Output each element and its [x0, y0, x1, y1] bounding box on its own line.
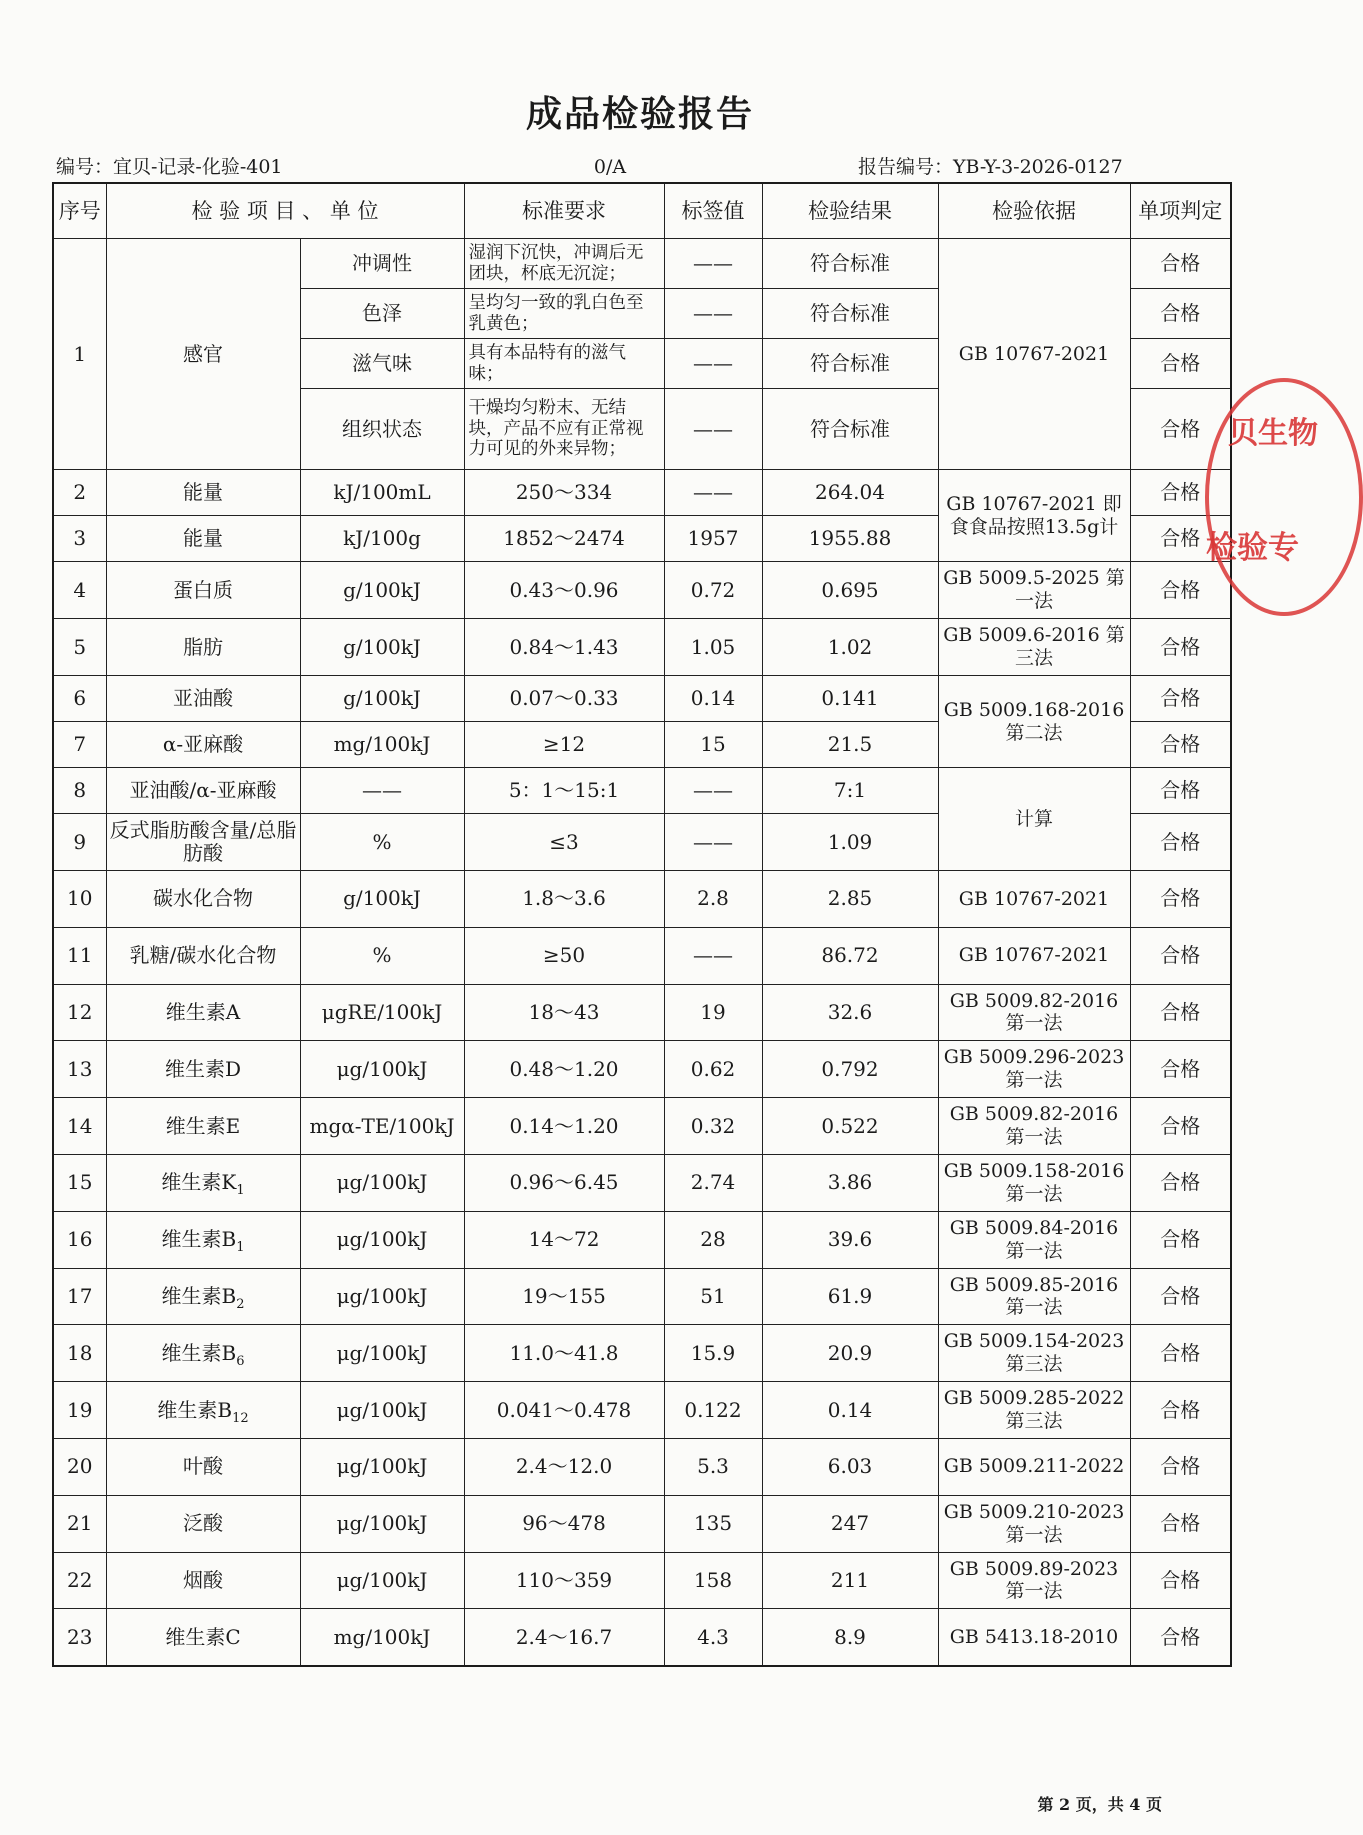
label-value: 51 [664, 1268, 762, 1325]
result: 7:1 [762, 768, 938, 814]
item-name: 亚油酸 [106, 676, 300, 722]
judgment: 合格 [1130, 1382, 1231, 1439]
table-row [53, 927, 1231, 984]
requirement: 250～334 [464, 470, 664, 516]
judgment: 合格 [1130, 1211, 1231, 1268]
judgment: 合格 [1130, 1098, 1231, 1155]
result: 0.141 [762, 676, 938, 722]
table-row [53, 1268, 1231, 1325]
judgment: 合格 [1130, 814, 1231, 871]
unit: mg/100kJ [300, 722, 464, 768]
unit: μg/100kJ [300, 1552, 464, 1609]
inspection-table [52, 182, 1232, 1667]
report-title: 成品检验报告 [525, 94, 754, 135]
result: 1.02 [762, 619, 938, 676]
table-row [53, 768, 1231, 814]
row-number: 17 [53, 1268, 106, 1325]
row-number: 15 [53, 1154, 106, 1211]
judgment: 合格 [1130, 562, 1231, 619]
result: 3.86 [762, 1154, 938, 1211]
result: 6.03 [762, 1438, 938, 1495]
row-number: 16 [53, 1211, 106, 1268]
unit: μg/100kJ [300, 1325, 464, 1382]
row-number: 3 [53, 516, 106, 562]
requirement: 具有本品特有的滋气味； [464, 339, 664, 389]
requirement: 2.4～12.0 [464, 1438, 664, 1495]
basis: GB 5009.84-2016 第一法 [938, 1211, 1130, 1268]
basis: GB 5009.6-2016 第三法 [938, 619, 1130, 676]
item-name: 亚油酸/α-亚麻酸 [106, 768, 300, 814]
item-subscript: 6 [236, 1353, 245, 1369]
table-row [53, 1211, 1231, 1268]
unit: mgα-TE/100kJ [300, 1098, 464, 1155]
item-subscript: 12 [232, 1410, 249, 1426]
judgment: 合格 [1130, 984, 1231, 1041]
result: 61.9 [762, 1268, 938, 1325]
sub-item: 滋气味 [300, 339, 464, 389]
requirement: 湿润下沉快，冲调后无团块，杯底无沉淀； [464, 239, 664, 289]
document-number: 编号：宜贝-记录-化验-401 [56, 156, 283, 178]
item-name-text: 维生素B [161, 1283, 237, 1308]
requirement: 18～43 [464, 984, 664, 1041]
requirement: 1.8～3.6 [464, 871, 664, 928]
unit: g/100kJ [300, 871, 464, 928]
col-header-no: 序号 [53, 183, 106, 239]
requirement: ≥50 [464, 927, 664, 984]
table-row [53, 1382, 1231, 1439]
table-row [53, 984, 1231, 1041]
judgment: 合格 [1130, 470, 1231, 516]
unit: % [300, 927, 464, 984]
judgment: 合格 [1130, 1495, 1231, 1552]
judgment: 合格 [1130, 1325, 1231, 1382]
basis: GB 10767-2021 即食食品按照13.5g计 [938, 470, 1130, 562]
judgment: 合格 [1130, 1552, 1231, 1609]
row-number: 21 [53, 1495, 106, 1552]
seal-text-mid: 检验专 [1206, 530, 1299, 566]
label-value: 1957 [664, 516, 762, 562]
unit: —— [300, 768, 464, 814]
table-row [53, 1609, 1231, 1666]
table-row [53, 1098, 1231, 1155]
basis: GB 5009.285-2022 第三法 [938, 1382, 1130, 1439]
row-number: 7 [53, 722, 106, 768]
sub-item: 色泽 [300, 289, 464, 339]
item-name-text: 维生素K [161, 1170, 237, 1195]
row-number: 13 [53, 1041, 106, 1098]
col-header-item-unit: 检 验 项 目 、 单 位 [106, 183, 464, 239]
label-value: —— [664, 339, 762, 389]
unit: μg/100kJ [300, 1154, 464, 1211]
item-name: 泛酸 [106, 1495, 300, 1552]
label-value: 2.8 [664, 871, 762, 928]
requirement: 0.041～0.478 [464, 1382, 664, 1439]
label-value: 135 [664, 1495, 762, 1552]
judgment: 合格 [1130, 619, 1231, 676]
table-row [53, 239, 1231, 289]
unit: μg/100kJ [300, 1041, 464, 1098]
judgment: 合格 [1130, 676, 1231, 722]
result: 0.14 [762, 1382, 938, 1439]
table-row [53, 1438, 1231, 1495]
item-name: 烟酸 [106, 1552, 300, 1609]
table-row [53, 562, 1231, 619]
table-row [53, 470, 1231, 516]
result: 符合标准 [762, 389, 938, 470]
seal-text-top: 贝生物 [1228, 416, 1318, 451]
table-row [53, 1154, 1231, 1211]
item-name: 脂肪 [106, 619, 300, 676]
col-header-judgment: 单项判定 [1130, 183, 1231, 239]
row-number: 12 [53, 984, 106, 1041]
label-value: —— [664, 814, 762, 871]
requirement: 0.84～1.43 [464, 619, 664, 676]
col-header-requirement: 标准要求 [464, 183, 664, 239]
requirement: 19～155 [464, 1268, 664, 1325]
row-number: 11 [53, 927, 106, 984]
requirement: 0.48～1.20 [464, 1041, 664, 1098]
item-name: α-亚麻酸 [106, 722, 300, 768]
requirement: 0.14～1.20 [464, 1098, 664, 1155]
result: 1.09 [762, 814, 938, 871]
label-value: 19 [664, 984, 762, 1041]
result: 0.695 [762, 562, 938, 619]
requirement: 0.96～6.45 [464, 1154, 664, 1211]
unit: μg/100kJ [300, 1438, 464, 1495]
basis: GB 5413.18-2010 [938, 1609, 1130, 1666]
unit: μg/100kJ [300, 1382, 464, 1439]
table-row [53, 1552, 1231, 1609]
judgment: 合格 [1130, 516, 1231, 562]
table-body-rest [53, 871, 1231, 1666]
result: 247 [762, 1495, 938, 1552]
result: 符合标准 [762, 289, 938, 339]
item-group: 感官 [106, 239, 300, 470]
label-value: 0.32 [664, 1098, 762, 1155]
item-name: 能量 [106, 470, 300, 516]
label-value: —— [664, 289, 762, 339]
judgment: 合格 [1130, 871, 1231, 928]
judgment: 合格 [1130, 722, 1231, 768]
label-value: 1.05 [664, 619, 762, 676]
requirement: 5：1～15:1 [464, 768, 664, 814]
judgment: 合格 [1130, 239, 1231, 289]
unit: g/100kJ [300, 562, 464, 619]
item-name: 维生素A [106, 984, 300, 1041]
item-name: 维生素D [106, 1041, 300, 1098]
requirement: 干燥均匀粉末、无结块，产品不应有正常视力可见的外来异物； [464, 389, 664, 470]
result: 86.72 [762, 927, 938, 984]
label-value: —— [664, 470, 762, 516]
result: 211 [762, 1552, 938, 1609]
row-number: 23 [53, 1609, 106, 1666]
item-name: 维生素C [106, 1609, 300, 1666]
requirement: 110～359 [464, 1552, 664, 1609]
result: 21.5 [762, 722, 938, 768]
label-value: 28 [664, 1211, 762, 1268]
row-number: 20 [53, 1438, 106, 1495]
table-row [53, 1041, 1231, 1098]
judgment: 合格 [1130, 768, 1231, 814]
unit: μg/100kJ [300, 1268, 464, 1325]
label-value: 0.72 [664, 562, 762, 619]
result: 符合标准 [762, 239, 938, 289]
basis: GB 5009.85-2016 第一法 [938, 1268, 1130, 1325]
item-name-text: 维生素B [157, 1397, 233, 1422]
row-number: 18 [53, 1325, 106, 1382]
result: 8.9 [762, 1609, 938, 1666]
requirement: 1852～2474 [464, 516, 664, 562]
basis: GB 5009.89-2023 第一法 [938, 1552, 1130, 1609]
unit: μg/100kJ [300, 1495, 464, 1552]
requirement: ≥12 [464, 722, 664, 768]
basis: GB 5009.296-2023 第一法 [938, 1041, 1130, 1098]
basis: GB 5009.82-2016 第一法 [938, 984, 1130, 1041]
item-name: 维生素E [106, 1098, 300, 1155]
basis: GB 10767-2021 [938, 239, 1130, 470]
unit: % [300, 814, 464, 871]
requirement: 呈均匀一致的乳白色至乳黄色； [464, 289, 664, 339]
item-name: 碳水化合物 [106, 871, 300, 928]
table-row [53, 871, 1231, 928]
row-number: 10 [53, 871, 106, 928]
label-value: 5.3 [664, 1438, 762, 1495]
requirement: 0.43～0.96 [464, 562, 664, 619]
label-value: 0.14 [664, 676, 762, 722]
label-value: 158 [664, 1552, 762, 1609]
judgment: 合格 [1130, 389, 1231, 470]
label-value: —— [664, 389, 762, 470]
item-name: 反式脂肪酸含量/总脂肪酸 [106, 814, 300, 871]
unit: μgRE/100kJ [300, 984, 464, 1041]
table-row [53, 1325, 1231, 1382]
judgment: 合格 [1130, 927, 1231, 984]
row-number: 8 [53, 768, 106, 814]
basis: GB 5009.82-2016 第一法 [938, 1098, 1130, 1155]
result: 符合标准 [762, 339, 938, 389]
item-name-text: 维生素B [161, 1340, 237, 1365]
label-value: —— [664, 768, 762, 814]
result: 2.85 [762, 871, 938, 928]
basis: GB 10767-2021 [938, 871, 1130, 928]
judgment: 合格 [1130, 1438, 1231, 1495]
result: 32.6 [762, 984, 938, 1041]
row-number: 4 [53, 562, 106, 619]
table-row [53, 619, 1231, 676]
label-value: 0.62 [664, 1041, 762, 1098]
requirement: 96～478 [464, 1495, 664, 1552]
row-number: 19 [53, 1382, 106, 1439]
label-value: —— [664, 239, 762, 289]
label-value: 4.3 [664, 1609, 762, 1666]
requirement: 11.0～41.8 [464, 1325, 664, 1382]
item-name: 能量 [106, 516, 300, 562]
basis: GB 5009.211-2022 [938, 1438, 1130, 1495]
judgment: 合格 [1130, 1268, 1231, 1325]
unit: g/100kJ [300, 619, 464, 676]
row-number: 9 [53, 814, 106, 871]
result: 264.04 [762, 470, 938, 516]
basis: GB 5009.168-2016 第二法 [938, 676, 1130, 768]
row-number: 22 [53, 1552, 106, 1609]
item-name [106, 1382, 300, 1439]
item-subscript: 1 [236, 1240, 245, 1256]
unit: kJ/100mL [300, 470, 464, 516]
item-name: 蛋白质 [106, 562, 300, 619]
label-value: 2.74 [664, 1154, 762, 1211]
unit: μg/100kJ [300, 1211, 464, 1268]
basis: GB 5009.210-2023 第一法 [938, 1495, 1130, 1552]
col-header-label-value: 标签值 [664, 183, 762, 239]
basis: GB 5009.154-2023 第三法 [938, 1325, 1130, 1382]
label-value: 15.9 [664, 1325, 762, 1382]
result: 0.792 [762, 1041, 938, 1098]
unit: mg/100kJ [300, 1609, 464, 1666]
col-header-basis: 检验依据 [938, 183, 1130, 239]
row-number: 1 [53, 239, 106, 470]
basis: 计算 [938, 768, 1130, 871]
label-value: —— [664, 927, 762, 984]
result: 20.9 [762, 1325, 938, 1382]
document-version: 0/A [593, 156, 627, 178]
unit: kJ/100g [300, 516, 464, 562]
sub-item: 冲调性 [300, 239, 464, 289]
judgment: 合格 [1130, 1154, 1231, 1211]
requirement: 14～72 [464, 1211, 664, 1268]
judgment: 合格 [1130, 339, 1231, 389]
item-name: 叶酸 [106, 1438, 300, 1495]
result: 0.522 [762, 1098, 938, 1155]
label-value: 15 [664, 722, 762, 768]
label-value: 0.122 [664, 1382, 762, 1439]
basis: GB 10767-2021 [938, 927, 1130, 984]
item-name [106, 1211, 300, 1268]
row-number: 2 [53, 470, 106, 516]
table-header-row [53, 183, 1231, 239]
item-name [106, 1325, 300, 1382]
item-subscript: 2 [236, 1296, 245, 1312]
result: 39.6 [762, 1211, 938, 1268]
row-number: 6 [53, 676, 106, 722]
judgment: 合格 [1130, 1041, 1231, 1098]
judgment: 合格 [1130, 289, 1231, 339]
basis: GB 5009.5-2025 第一法 [938, 562, 1130, 619]
requirement: 2.4～16.7 [464, 1609, 664, 1666]
item-subscript: 1 [236, 1183, 245, 1199]
sub-item: 组织状态 [300, 389, 464, 470]
result: 1955.88 [762, 516, 938, 562]
item-name: 乳糖/碳水化合物 [106, 927, 300, 984]
page-footer: 第 2 页，共 4 页 [1037, 1795, 1162, 1814]
judgment: 合格 [1130, 1609, 1231, 1666]
report-number: 报告编号：YB-Y-3-2026-0127 [858, 156, 1123, 178]
item-name-text: 维生素B [161, 1227, 237, 1252]
requirement: 0.07～0.33 [464, 676, 664, 722]
table-row [53, 676, 1231, 722]
col-header-result: 检验结果 [762, 183, 938, 239]
table-row [53, 1495, 1231, 1552]
basis: GB 5009.158-2016 第一法 [938, 1154, 1130, 1211]
requirement: ≤3 [464, 814, 664, 871]
item-name [106, 1268, 300, 1325]
row-number: 5 [53, 619, 106, 676]
unit: g/100kJ [300, 676, 464, 722]
item-name [106, 1154, 300, 1211]
row-number: 14 [53, 1098, 106, 1155]
